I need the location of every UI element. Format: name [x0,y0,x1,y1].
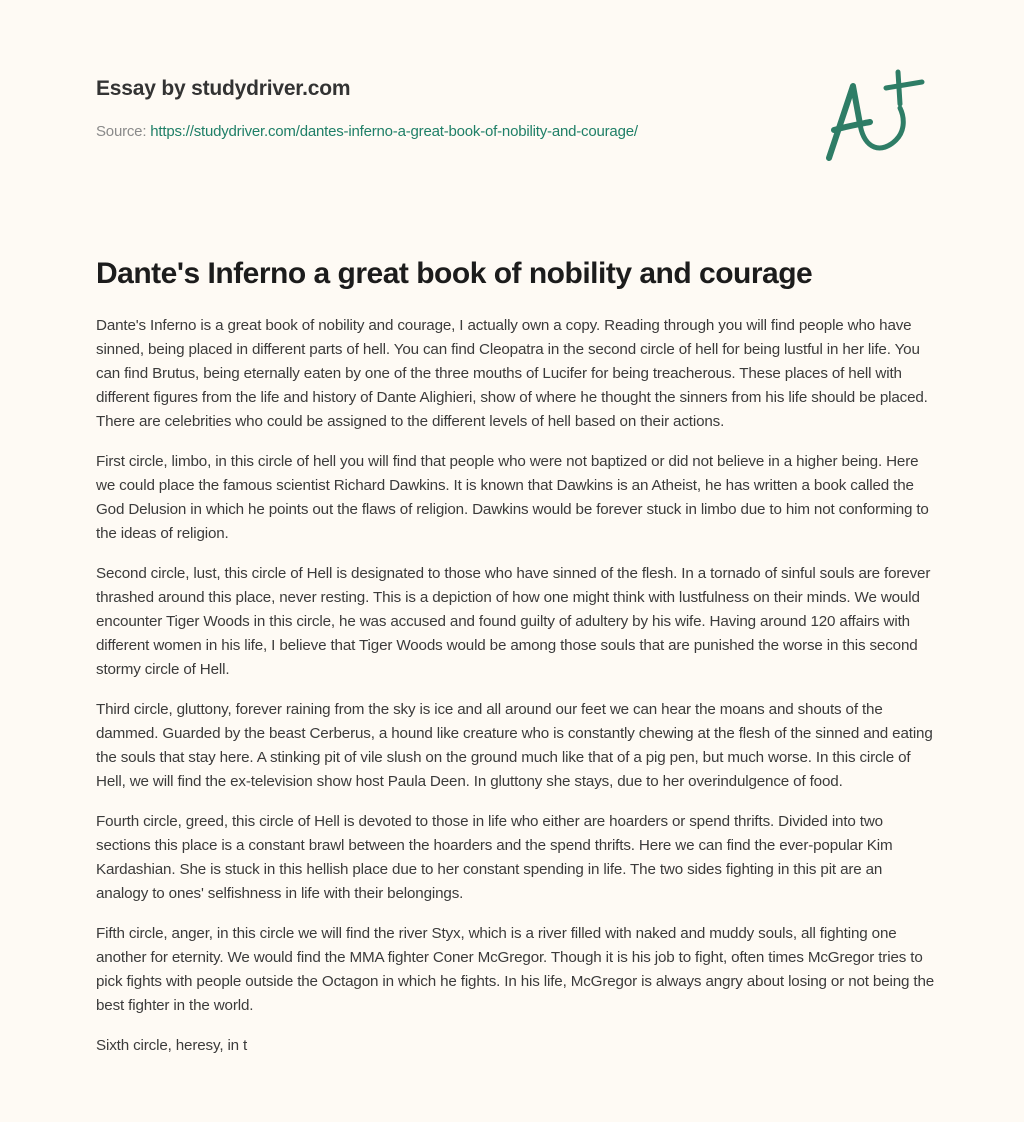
source-link[interactable]: https://studydriver.com/dantes-inferno-a-great-book-of-nobility-and-courage/ [150,123,638,140]
essay-body [96,314,936,1074]
brand-heading: Essay by studydriver.com [96,77,351,100]
essay-title: Dante's Inferno a great book of nobility and courage [96,257,813,290]
paragraph: Fourth circle, greed, this circle of Hell is devoted to those in life who either are hoarders or spend thrifts. Divided into two sections this place is a constant brawl between the hoarders and the spend thrifts. Here we can find the ever-popular Kim Kardashian. She is stuck in this hellish place due to her constant spending in life. The two sides fighting in this pit are an analogy to ones' selfishness in life with their belongings. [96,813,893,902]
paragraph: Third circle, gluttony, forever raining from the sky is ice and all around our feet we can hear the moans and shouts of the dammed. Guarded by the beast Cerberus, a hound like creature who is constantly chewing at the flesh of the sinned and eating the souls that stay here. A stinking pit of vile slush on the ground much like that of a pig pen, but much worse. In this circle of Hell, we will find the ex-television show host Paula Deen. In gluttony she stays, due to her overindulgence of food. [96,701,933,790]
paragraph: Dante's Inferno is a great book of nobility and courage, I actually own a copy. Reading through you will find people who have sinned, being placed in different parts of hell. You can find Cleopatra in the second circle of hell for being lustful in her life. You can find Brutus, being eternally eaten by one of the three mouths of Lucifer for being treacherous. These places of hell with different figures from the life and history of Dante Alighieri, show of where he thought the sinners from his life should be placed. There are celebrities who could be assigned to the different levels of hell based on their actions. [96,317,928,430]
paragraph: Second circle, lust, this circle of Hell is designated to those who have sinned of the flesh. In a tornado of sinful souls are forever thrashed around this place, never resting. This is a depiction of how one might think with lustfulness on their minds. We would encounter Tiger Woods in this circle, he was accused and found guilty of adultery by his wife. Having around 120 affairs with different women in his life, I believe that Tiger Woods would be among those souls that are punished the worse in this second stormy circle of Hell. [96,565,931,678]
source-line [96,122,796,142]
paragraph: First circle, limbo, in this circle of hell you will find that people who were not baptized or did not believe in a higher being. Here we could place the famous scientist Richard Dawkins. It is known that Dawkins is an Atheist, he has written a book called the God Delusion in which he points out the flaws of religion. Dawkins would be forever stuck in limbo due to him not conforming to the ideas of religion. [96,453,929,542]
paragraph-truncated: Sixth circle, heresy, in t [96,1037,248,1054]
source-label: Source: [96,123,151,140]
a-plus-grade-icon [820,64,930,164]
paragraph: Fifth circle, anger, in this circle we will find the river Styx, which is a river filled with naked and muddy souls, all fighting one another for eternity. We would find the MMA fighter Coner McGregor. Though it is his job to fight, often times McGregor tries to pick fights with people outside the Octagon in which he fights. In his life, McGregor is always angry about losing or not being the best fighter in the world. [96,925,935,1014]
essay-header [96,74,796,142]
